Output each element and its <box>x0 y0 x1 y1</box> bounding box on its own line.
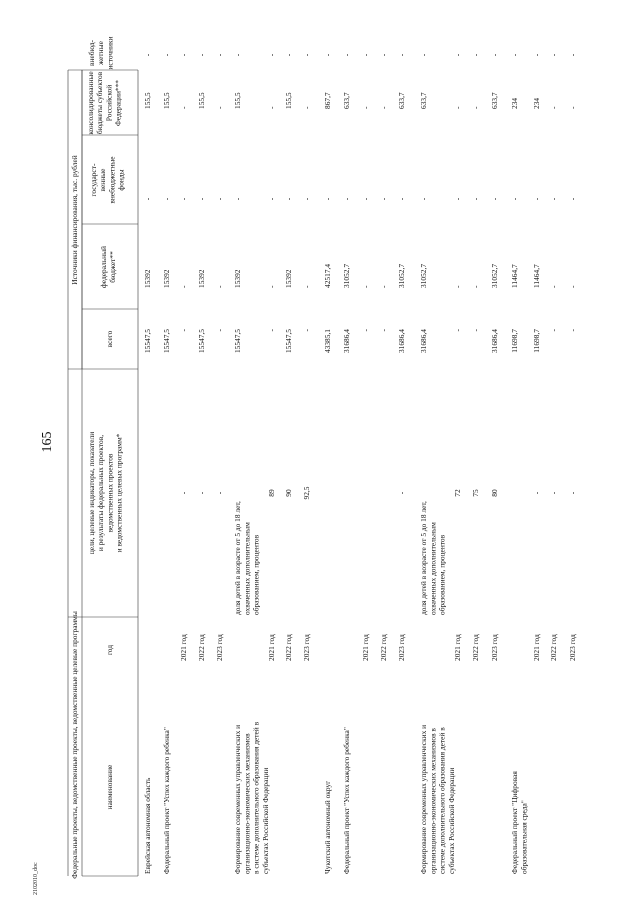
table-row <box>510 53 528 874</box>
row-target: доля детей в возрасте от 5 до 18 лет, <box>233 501 242 615</box>
table-row <box>323 53 332 874</box>
row-total: - <box>302 329 311 332</box>
row-state-funds: - <box>453 197 462 201</box>
row-federal: 15392 <box>233 269 242 288</box>
row-year: 2022 год <box>284 634 293 661</box>
row-regional: 155,5 <box>143 92 152 109</box>
table-row <box>361 53 370 661</box>
header-federal-line: бюджет** <box>108 251 118 283</box>
row-state-funds: - <box>471 197 480 201</box>
row-target: 89 <box>267 489 276 497</box>
row-state-funds: - <box>267 197 276 201</box>
header-targets <box>87 432 124 554</box>
row-regional: 234 <box>532 97 541 109</box>
row-federal: - <box>379 285 388 288</box>
table-row <box>568 53 577 661</box>
row-target: образованием, процентов <box>437 534 447 615</box>
row-target: 75 <box>471 489 480 497</box>
row-regional: 155,5 <box>162 92 171 109</box>
row-extrabudget: - <box>215 53 224 57</box>
row-regional: 234 <box>510 97 519 109</box>
row-total: 15547,5 <box>284 329 293 354</box>
page-number: 165 <box>40 431 55 453</box>
row-federal: 11464,7 <box>510 264 519 288</box>
row-name: субъектах Российской Федерации <box>260 767 270 874</box>
row-state-funds: - <box>143 197 152 201</box>
row-name: Формирование современных управленческих и <box>419 724 428 874</box>
table-row <box>471 53 480 661</box>
row-federal: 42517,4 <box>323 263 332 288</box>
table-row <box>162 53 171 874</box>
row-total: - <box>549 329 558 332</box>
row-state-funds: - <box>233 197 242 201</box>
row-extrabudget: - <box>323 53 332 57</box>
row-target: - <box>532 491 541 495</box>
row-state-funds: - <box>532 197 541 201</box>
row-extrabudget: - <box>162 53 171 57</box>
row-year: 2021 год <box>453 634 462 661</box>
header-targets-line: и результаты федеральных проектов, <box>96 434 106 552</box>
row-federal: 31052,7 <box>419 263 428 288</box>
row-regional: - <box>568 106 577 109</box>
row-federal: - <box>453 285 462 288</box>
row-regional: 633,7 <box>490 92 499 109</box>
header-state-funds-line: государст- <box>89 163 98 197</box>
row-total: - <box>471 329 480 332</box>
header-group-projects: Федеральные проекты, ведомственные проекты, ведомственные целевые программы <box>70 611 79 879</box>
table-row <box>397 53 406 661</box>
row-state-funds: - <box>361 197 370 201</box>
row-extrabudget: - <box>490 53 499 57</box>
table-row <box>302 53 311 661</box>
row-state-funds: - <box>510 197 519 201</box>
row-year: 2022 год <box>197 634 206 661</box>
header-extrabudget-line: жетные <box>96 41 106 65</box>
table-row <box>453 53 462 661</box>
row-state-funds: - <box>179 197 188 201</box>
row-federal: - <box>215 285 224 288</box>
row-target: - <box>549 491 558 495</box>
row-total: 43385,1 <box>323 329 332 354</box>
table-row <box>179 53 188 661</box>
row-federal: 15392 <box>197 269 206 288</box>
row-total: - <box>453 329 462 332</box>
row-name: Чукотский автономный округ <box>323 780 332 874</box>
header-state-funds-line: фонды <box>116 169 126 191</box>
row-total: - <box>215 329 224 332</box>
table-row <box>267 53 276 661</box>
row-extrabudget: - <box>397 53 406 57</box>
row-state-funds: - <box>379 197 388 201</box>
row-total: 15547,5 <box>143 329 152 354</box>
row-target: - <box>197 491 206 495</box>
row-regional: 867,7 <box>323 92 332 109</box>
row-state-funds: - <box>490 197 499 201</box>
row-federal: 31052,7 <box>490 263 499 288</box>
row-total: - <box>267 329 276 332</box>
row-extrabudget: - <box>302 53 311 57</box>
row-regional: - <box>302 106 311 109</box>
table-row <box>215 53 224 661</box>
header-targets-line: ведомственных проектов <box>105 453 115 533</box>
table-header <box>70 36 126 878</box>
row-federal: 31052,7 <box>342 263 351 288</box>
header-extrabudget <box>87 36 114 69</box>
row-total: 31686,4 <box>490 329 499 354</box>
row-name: Федеральный проект "Цифровая <box>510 771 519 874</box>
row-state-funds: - <box>323 197 332 201</box>
header-group-funding: Источники финансирования, тыс. рублей <box>70 155 79 285</box>
row-extrabudget: - <box>568 53 577 57</box>
row-extrabudget: - <box>510 53 519 57</box>
row-year: 2022 год <box>549 634 558 661</box>
row-state-funds: - <box>397 197 406 201</box>
header-targets-line: и ведомственных целевых программ* <box>114 433 124 553</box>
row-year: 2023 год <box>397 634 406 661</box>
row-name: организационно-экономических механизмов <box>242 733 252 874</box>
row-federal: - <box>267 285 276 288</box>
row-year: 2021 год <box>267 634 276 661</box>
table-row <box>549 53 558 661</box>
row-extrabudget: - <box>179 53 188 57</box>
row-target: - <box>397 491 406 495</box>
row-federal: 11464,7 <box>532 264 541 288</box>
row-target: 72 <box>453 489 462 497</box>
header-extrabudget-line: источники <box>105 36 115 70</box>
row-name: в системе дополнительного образования детей в <box>251 721 261 874</box>
header-state-funds-line: венные <box>98 168 108 192</box>
table-body <box>143 53 577 874</box>
row-state-funds: - <box>342 197 351 201</box>
header-regional <box>86 71 123 135</box>
header-federal <box>99 246 117 288</box>
row-extrabudget: - <box>143 53 152 57</box>
row-total: 31686,4 <box>342 329 351 354</box>
row-target: 90 <box>284 489 293 497</box>
row-federal: - <box>302 285 311 288</box>
row-target: образованием, процентов <box>251 534 261 615</box>
row-regional: - <box>361 106 370 109</box>
row-federal: 15392 <box>143 269 152 288</box>
row-regional: - <box>453 106 462 109</box>
row-regional: 633,7 <box>397 92 406 109</box>
row-regional: 155,5 <box>233 92 242 109</box>
row-target: охваченных дополнительным <box>428 522 438 615</box>
row-name: Федеральный проект "Успех каждого ребенка" <box>162 727 171 874</box>
row-year: 2021 год <box>179 634 188 661</box>
row-year: 2023 год <box>302 634 311 661</box>
table-rotated-group <box>68 36 577 878</box>
header-state-funds-line: внебюджетные <box>107 156 117 204</box>
row-state-funds: - <box>302 197 311 201</box>
row-year: 2022 год <box>471 634 480 661</box>
row-target: - <box>568 491 577 495</box>
table-row <box>342 53 351 874</box>
row-extrabudget: - <box>471 53 480 57</box>
row-target: доля детей в возрасте от 5 до 18 лет, <box>419 501 428 615</box>
row-year: 2023 год <box>215 634 224 661</box>
row-state-funds: - <box>549 197 558 201</box>
row-regional: - <box>379 106 388 109</box>
table-row <box>490 53 499 661</box>
row-state-funds: - <box>162 197 171 201</box>
header-federal-line: федеральный <box>99 246 108 288</box>
footer-file-name: 2102010_doc <box>33 862 39 895</box>
row-federal: - <box>179 285 188 288</box>
row-total: 11698,7 <box>532 329 541 353</box>
row-extrabudget: - <box>379 53 388 57</box>
row-state-funds: - <box>284 197 293 201</box>
row-name: субъектах Российской Федерации <box>446 767 456 874</box>
table-row <box>143 53 152 874</box>
row-state-funds: - <box>419 197 428 201</box>
header-regional-line: Федерации*** <box>113 80 123 126</box>
table-row <box>379 53 388 661</box>
row-federal: - <box>471 285 480 288</box>
table-row <box>284 53 293 661</box>
row-extrabudget: - <box>342 53 351 57</box>
row-federal: - <box>361 285 370 288</box>
row-total: 15547,5 <box>162 329 171 354</box>
header-name: наименование <box>105 764 114 810</box>
header-extrabudget-line: внебюд- <box>87 40 96 66</box>
row-name: системе дополнительного образования детей в <box>437 727 447 874</box>
header-state-funds <box>89 156 126 204</box>
row-total: 15547,5 <box>233 329 242 354</box>
row-regional: 633,7 <box>419 92 428 109</box>
row-federal: 31052,7 <box>397 263 406 288</box>
row-year: 2023 год <box>490 634 499 661</box>
row-regional: - <box>471 106 480 109</box>
row-federal: 15392 <box>284 269 293 288</box>
row-extrabudget: - <box>284 53 293 57</box>
row-year: 2023 год <box>568 634 577 661</box>
row-target: - <box>215 491 224 495</box>
row-name: Формирование современных управленческих и <box>233 724 242 874</box>
row-target: 92,5 <box>302 486 311 500</box>
row-regional: - <box>179 106 188 109</box>
row-extrabudget: - <box>532 53 541 57</box>
header-targets-line: цели, целевые индикаторы, показатели <box>87 431 96 555</box>
row-state-funds: - <box>215 197 224 201</box>
row-regional: 155,5 <box>197 92 206 109</box>
row-name: образовательная среда" <box>519 800 529 874</box>
row-regional: - <box>267 106 276 109</box>
row-regional: 633,7 <box>342 92 351 109</box>
row-total: - <box>379 329 388 332</box>
row-federal: - <box>549 285 558 288</box>
row-total: 31686,4 <box>419 329 428 354</box>
row-year: 2021 год <box>532 634 541 661</box>
row-extrabudget: - <box>361 53 370 57</box>
row-federal: - <box>568 285 577 288</box>
row-state-funds: - <box>568 197 577 201</box>
row-extrabudget: - <box>453 53 462 57</box>
row-regional: 155,5 <box>284 92 293 109</box>
row-target: 80 <box>490 489 499 497</box>
row-total: - <box>568 329 577 332</box>
row-year: 2022 год <box>379 634 388 661</box>
row-extrabudget: - <box>549 53 558 57</box>
row-total: 11698,7 <box>510 329 519 353</box>
row-target: охваченных дополнительным <box>242 522 252 615</box>
row-year: 2021 год <box>361 634 370 661</box>
row-extrabudget: - <box>197 53 206 57</box>
row-total: 31686,4 <box>397 329 406 354</box>
row-target: - <box>179 491 188 495</box>
header-year: год <box>105 644 114 656</box>
header-regional-line: бюджеты субъектов <box>95 71 105 135</box>
header-regional-line: консолидированные <box>86 71 95 135</box>
header-total: всего <box>105 330 114 348</box>
row-federal: 15392 <box>162 269 171 288</box>
row-state-funds: - <box>197 197 206 201</box>
table-row <box>197 53 206 661</box>
row-regional: - <box>215 106 224 109</box>
table-row <box>419 53 456 874</box>
row-total: - <box>179 329 188 332</box>
row-extrabudget: - <box>233 53 242 57</box>
row-name: Федеральный проект "Успех каждого ребенка" <box>342 727 351 874</box>
table-row <box>233 53 270 874</box>
row-extrabudget: - <box>419 53 428 57</box>
table-row <box>532 53 541 661</box>
row-total: - <box>361 329 370 332</box>
row-extrabudget: - <box>267 53 276 57</box>
row-total: 15547,5 <box>197 329 206 354</box>
row-name: организационно-экономических механизмов в <box>428 728 438 874</box>
row-name: Еврейская автономная область <box>143 777 152 874</box>
row-regional: - <box>549 106 558 109</box>
header-regional-line: Российской <box>104 84 114 122</box>
